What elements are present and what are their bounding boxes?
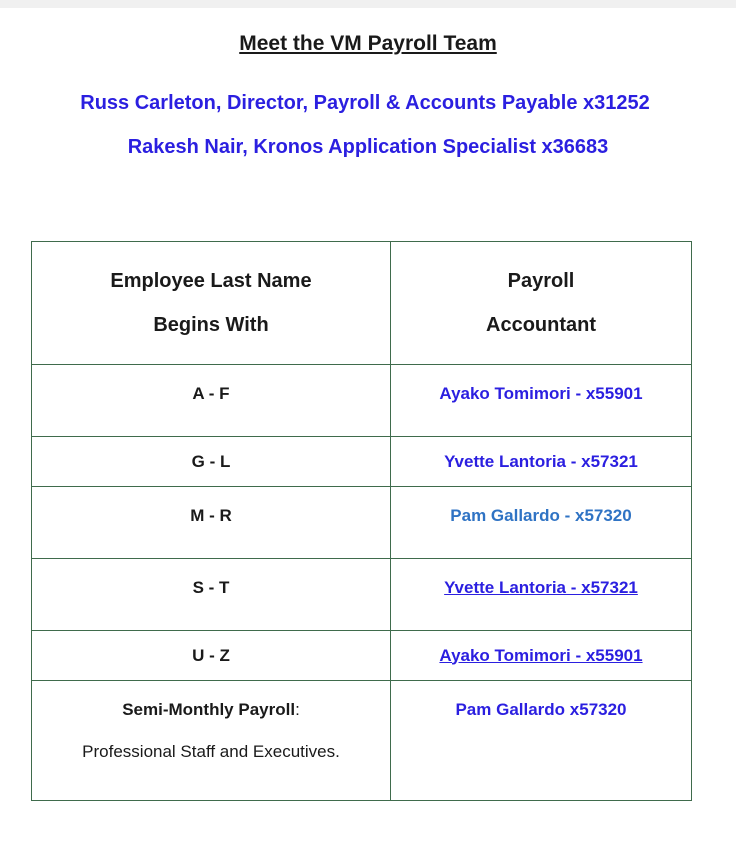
range-cell <box>32 437 391 487</box>
semi-monthly-subtitle: Professional Staff and Executives. <box>82 742 340 761</box>
range-label: G - L <box>191 451 231 471</box>
contact-specialist: Rakesh Nair, Kronos Application Specialist x36683 <box>127 136 609 158</box>
semi-monthly-title <box>32 700 390 720</box>
table-row <box>32 487 692 559</box>
accountant-cell <box>391 559 692 631</box>
accountant-name: Pam Gallardo - x57320 <box>450 505 632 525</box>
header-accountant <box>391 242 692 365</box>
range-cell <box>32 631 391 681</box>
semi-monthly-title-text: Semi-Monthly Payroll <box>122 700 296 719</box>
header-last-name <box>32 242 391 365</box>
range-label: M - R <box>190 505 232 525</box>
semi-monthly-row <box>32 681 692 801</box>
table-row <box>32 437 692 487</box>
range-cell <box>32 487 391 559</box>
accountant-cell <box>391 437 692 487</box>
contact-director: Russ Carleton, Director, Payroll & Accounts Payable x31252 <box>80 92 650 114</box>
payroll-accountant-table <box>31 241 692 801</box>
accountant-cell <box>391 487 692 559</box>
top-strip <box>0 0 736 8</box>
table-row <box>32 631 692 681</box>
semi-monthly-accountant: Pam Gallardo x57320 <box>455 700 627 719</box>
accountant-link[interactable]: Yvette Lantoria - x57321 <box>444 577 638 597</box>
semi-monthly-cell <box>32 681 391 801</box>
header-accountant-line2: Accountant <box>486 314 596 336</box>
table-row <box>32 559 692 631</box>
accountant-cell <box>391 365 692 437</box>
range-cell <box>32 559 391 631</box>
accountant-link[interactable]: Ayako Tomimori - x55901 <box>439 645 643 665</box>
page-title: Meet the VM Payroll Team <box>239 32 497 55</box>
header-last-name-line2: Begins With <box>153 314 269 336</box>
accountant-cell <box>391 631 692 681</box>
semi-monthly-colon: : <box>295 700 300 719</box>
accountant-name: Yvette Lantoria - x57321 <box>444 451 638 471</box>
table-header-row <box>32 242 692 365</box>
range-label: U - Z <box>192 645 230 665</box>
header-accountant-line1: Payroll <box>507 270 575 292</box>
range-label: S - T <box>192 577 230 597</box>
header-last-name-line1: Employee Last Name <box>110 270 312 292</box>
semi-monthly-accountant-cell <box>391 681 692 801</box>
range-cell <box>32 365 391 437</box>
table-row <box>32 365 692 437</box>
range-label: A - F <box>192 383 230 403</box>
accountant-name: Ayako Tomimori - x55901 <box>439 383 643 403</box>
